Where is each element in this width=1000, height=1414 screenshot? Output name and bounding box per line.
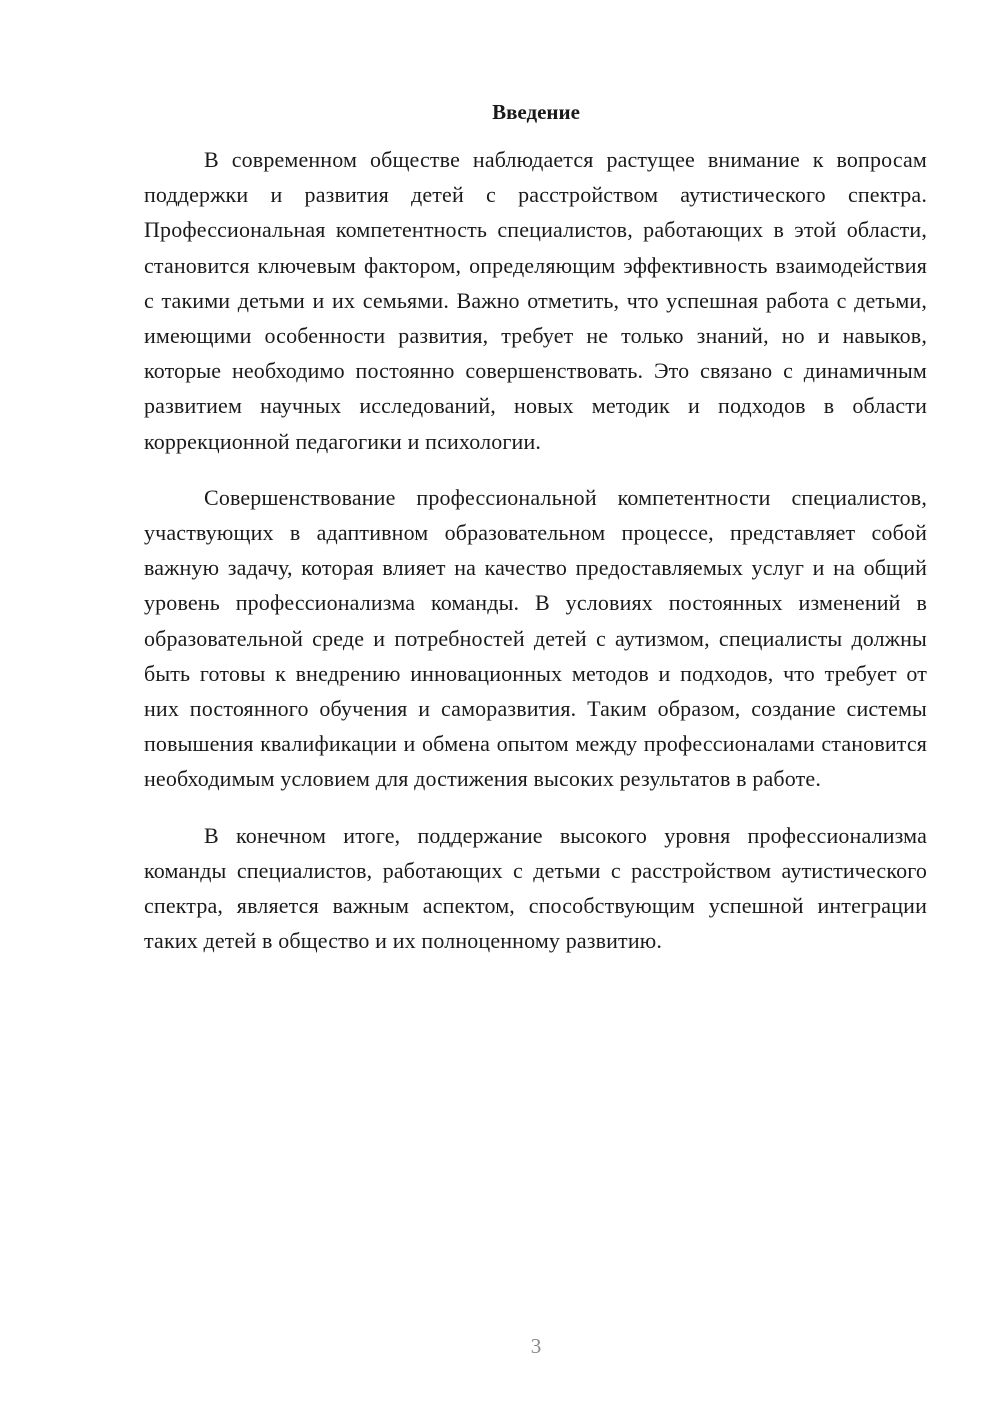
page-number: 3 xyxy=(530,1334,542,1358)
body-text xyxy=(144,142,927,958)
section-heading: Введение xyxy=(492,100,580,124)
paragraph-2: Совершенствование профессиональной компетентности специалистов, участвующих в адаптивном образовательном процессе, представляет собой важную задачу, которая влияет на качество предоставляемых услуг и на общий уровень профессионализма команды. В условиях постоянных изменений в образовательной среде и потребностей детей с аутизмом, специалисты должны быть готовы к внедрению инновационных методов и подходов, что требует от них постоянного обучения и саморазвития. Таким образом, создание системы повышения квалификации и обмена опытом между профессионалами становится необходимым условием для достижения высоких результатов в работе. xyxy=(144,484,927,792)
paragraph-1: В современном обществе наблюдается растущее внимание к вопросам поддержки и развития детей с расстройством аутистического спектра. Профессиональная компетентность специалистов, работающих в этой области, становится ключевым фактором, определяющим эффективность взаимодействия с такими детьми и их семьями. Важно отметить, что успешная работа с детьми, имеющими особенности развития, требует не только знаний, но и навыков, которые необходимо постоянно совершенствовать. Это связано с динамичным развитием научных исследований, новых методик и подходов в области коррекционной педагогики и психологии. xyxy=(144,147,927,454)
paragraph-3: В конечном итоге, поддержание высокого уровня профессионализма команды специалистов, работающих с детьми с расстройством аутистического спектра, является важным аспектом, способствующим успешной интеграции таких детей в общество и их полноценному развитию. xyxy=(144,822,927,954)
